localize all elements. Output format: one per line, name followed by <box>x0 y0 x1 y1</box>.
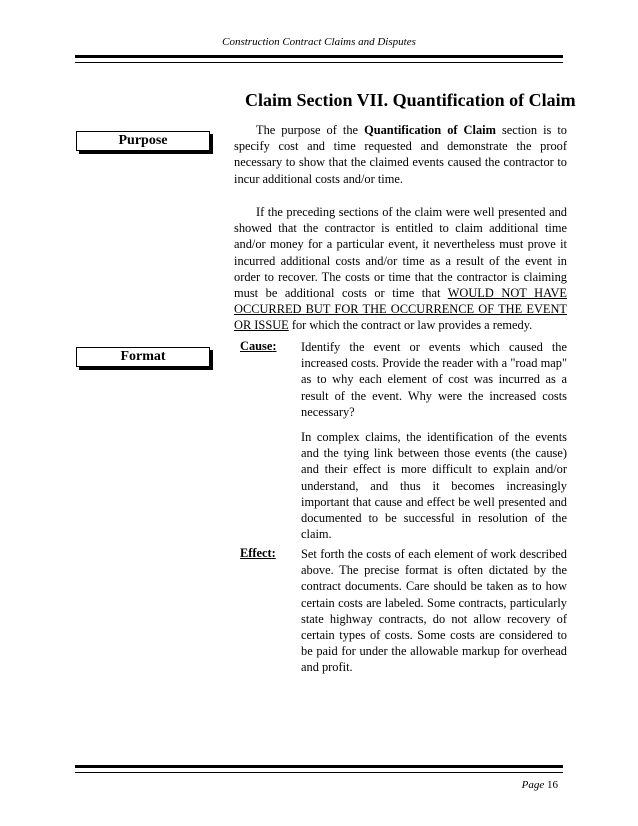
cause-definition-1: Identify the event or events which caused the increased costs. Provide the reader with a "road map" as to why each element of cost was incurred as a result of the event. Why were the increased costs necessary? <box>301 340 567 419</box>
cause-definition-2: In complex claims, the identification of the events and the tying link between those events (the cause) and their effect is more difficult to explain and/or understand, and thus it becomes increasingly important that cause and effect be well presented and documented to be successful in resolution of the claim. <box>301 430 567 542</box>
cause-term-text: Cause <box>240 339 273 353</box>
purpose-p2-post: for which the contract or law provides a remedy. <box>288 318 533 333</box>
header-rule <box>75 55 563 63</box>
purpose-paragraph-2 <box>234 204 567 334</box>
effect-definition: Set forth the costs of each element of work described above. The precise format is often dictated by the contract documents. Care should be taken as to how certain costs are labeled. Some contracts, particularly state highway contracts, do not allow recovery of certain types of costs. Some costs are considered to be paid for under the allowable markup for overhead and profit. <box>301 547 567 675</box>
format-label: Format <box>76 347 210 367</box>
running-header: Construction Contract Claims and Disputes <box>222 36 416 48</box>
section-title: Claim Section VII. Quantification of Claim <box>245 90 576 110</box>
cause-term <box>240 339 277 354</box>
purpose-p1-pre: The purpose of the <box>256 123 365 137</box>
purpose-paragraph-1 <box>234 122 567 187</box>
effect-term-text: Effect <box>240 546 272 560</box>
footer-rule <box>75 765 563 773</box>
purpose-p2-pre: If the preceding sections of the claim were well presented and showed that the contractor is entitled to claim additional time and/or money for a particular event, it nevertheless must prove it incurred additional costs and/or time as a result of the event in order to recover. The costs or time that the contractor is claiming must be additional costs or time that <box>234 205 567 301</box>
page-label: Page <box>521 779 545 791</box>
effect-term-colon: : <box>271 546 276 560</box>
page-number <box>522 779 558 791</box>
page-number-value: 16 <box>547 779 558 791</box>
purpose-p1-post: section is to specify cost and time requested and demonstrate the proof necessary to show that the claimed events caused the contractor to incur additional costs and/or time. <box>234 123 568 186</box>
purpose-label: Purpose <box>76 131 210 151</box>
purpose-p2-underlined: WOULD NOT HAVE OCCURRED BUT FOR THE OCCURRENCE OF THE EVENT OR ISSUE <box>234 286 567 333</box>
purpose-p1-keyword: Quantification of Claim <box>364 123 496 137</box>
cause-term-colon: : <box>272 339 277 353</box>
effect-term <box>240 546 276 561</box>
